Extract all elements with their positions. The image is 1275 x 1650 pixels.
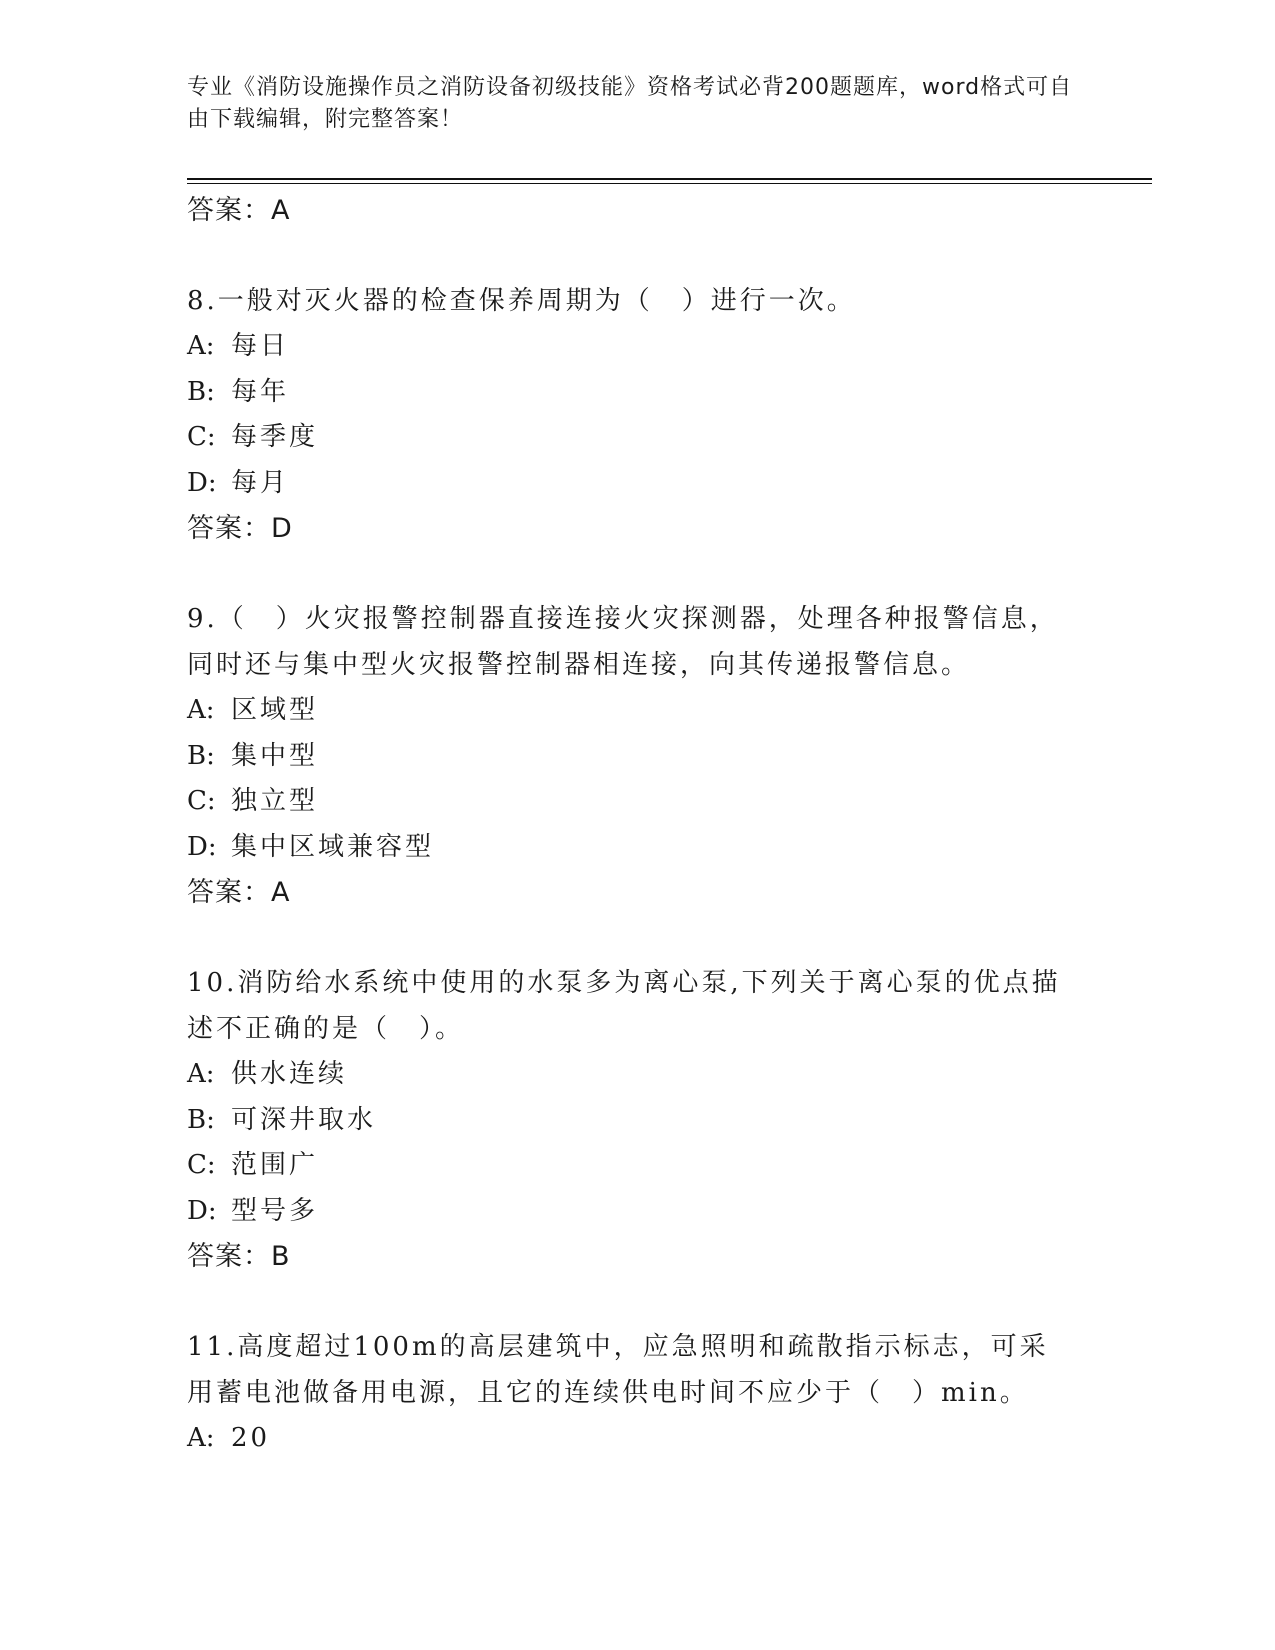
question-stem: 10.消防给水系统中使用的水泵多为离心泵,下列关于离心泵的优点描述不正确的是（ ）。: [187, 968, 1061, 1044]
question-list: [187, 188, 1067, 1462]
option-letter: C:: [187, 786, 216, 816]
answer-line: 答案：A: [187, 195, 291, 226]
option-text: 集中型: [231, 740, 319, 771]
option-a: [187, 324, 1067, 370]
question-11: [187, 1324, 1067, 1462]
option-letter: D:: [187, 467, 217, 498]
option-b: [187, 370, 1067, 416]
option-letter: A:: [187, 1059, 215, 1089]
question-stem: 11.高度超过100m的高层建筑中，应急照明和疏散指示标志，可采用蓄电池做备用电源，且它的连续供电时间不应少于（ ）min。: [187, 1332, 1049, 1408]
option-text: 每年: [231, 376, 290, 407]
option-letter: D:: [187, 831, 217, 862]
option-b: [187, 1098, 1067, 1144]
option-text: 独立型: [231, 786, 319, 816]
option-a: [187, 1416, 1067, 1462]
option-letter: D:: [187, 1195, 217, 1226]
option-c: [187, 1143, 1067, 1189]
question-stem: 8.一般对灭火器的检查保养周期为（ ）进行一次。: [187, 286, 856, 316]
question-10: [187, 960, 1067, 1280]
answer-line: 答案：D: [187, 513, 293, 544]
option-letter: C:: [187, 1150, 216, 1180]
option-d: [187, 461, 1067, 507]
option-letter: B:: [187, 740, 215, 771]
document-header: 专业《消防设施操作员之消防设备初级技能》资格考试必背200题题库，word格式可自由下载编辑，附完整答案！: [187, 75, 1073, 132]
option-text: 可深井取水: [231, 1104, 377, 1135]
option-letter: A:: [187, 1423, 215, 1453]
option-letter: C:: [187, 422, 216, 452]
option-text: 区域型: [231, 695, 319, 725]
option-c: [187, 415, 1067, 461]
option-d: [187, 1189, 1067, 1235]
option-letter: A:: [187, 331, 215, 361]
option-text: 每季度: [231, 422, 319, 452]
answer-line: 答案：B: [187, 1241, 291, 1272]
option-text: 范围广: [231, 1150, 319, 1180]
question-stem: 9.（ ）火灾报警控制器直接连接火灾探测器，处理各种报警信息，同时还与集中型火灾报警控制器相连接，向其传递报警信息。: [187, 604, 1059, 680]
option-a: [187, 688, 1067, 734]
option-text: 型号多: [231, 1195, 319, 1226]
option-text: 供水连续: [231, 1059, 348, 1089]
option-letter: B:: [187, 376, 215, 407]
option-letter: A:: [187, 695, 215, 725]
question-8: [187, 278, 1067, 552]
header-divider-thin: [187, 183, 1152, 184]
option-d: [187, 825, 1067, 871]
option-letter: B:: [187, 1104, 215, 1135]
option-a: [187, 1052, 1067, 1098]
answer-line: 答案：A: [187, 877, 291, 908]
option-text: 集中区域兼容型: [231, 831, 435, 862]
option-c: [187, 779, 1067, 825]
header-divider-thick: [187, 178, 1152, 180]
option-text: 20: [231, 1423, 271, 1453]
option-b: [187, 734, 1067, 780]
option-text: 每月: [231, 467, 290, 498]
question-9: [187, 596, 1067, 916]
option-text: 每日: [231, 331, 290, 361]
